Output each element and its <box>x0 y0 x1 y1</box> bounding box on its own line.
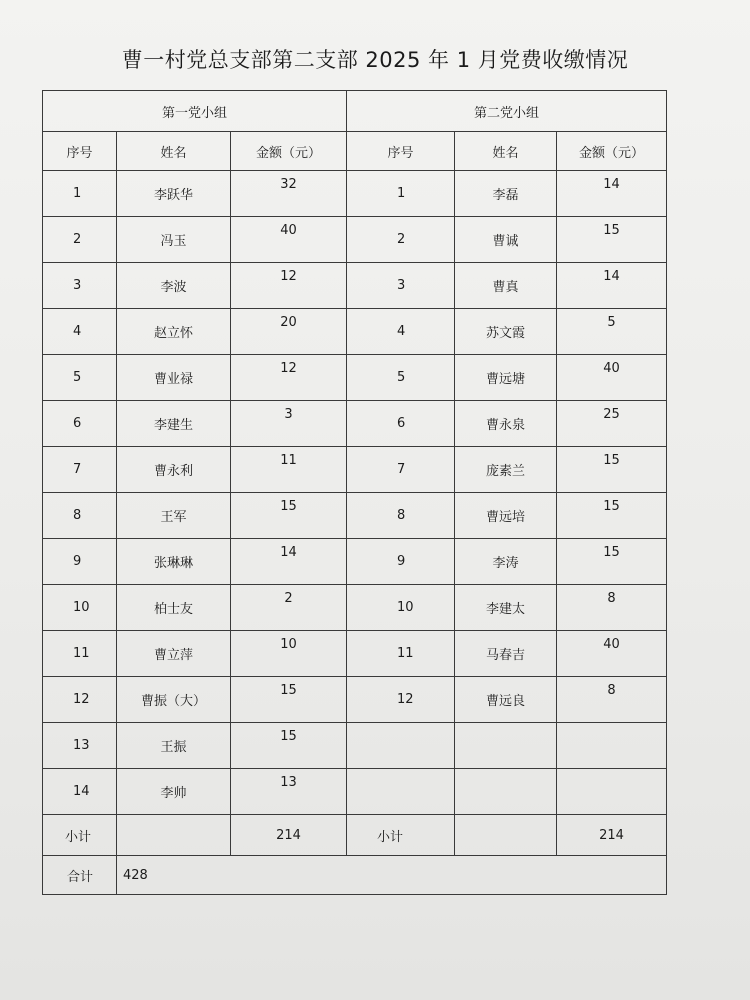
table-row <box>43 585 667 631</box>
left-amount-cell: 3 <box>231 401 347 447</box>
right-seq-cell: 6 <box>347 401 455 447</box>
subtotal-amount-left: 214 <box>231 815 347 856</box>
left-name-cell: 王军 <box>117 493 231 539</box>
left-amount-cell: 13 <box>231 769 347 815</box>
right-seq-cell: 4 <box>347 309 455 355</box>
left-seq-cell: 2 <box>43 217 117 263</box>
left-seq-cell: 1 <box>43 171 117 217</box>
left-name-cell: 张琳琳 <box>117 539 231 585</box>
left-name-cell: 李建生 <box>117 401 231 447</box>
right-seq-cell <box>347 769 455 815</box>
left-amount-cell: 15 <box>231 493 347 539</box>
subtotal-empty-right <box>455 815 557 856</box>
group-left-header: 第一党小组 <box>43 91 347 132</box>
table-row <box>43 171 667 217</box>
table-row <box>43 539 667 585</box>
left-amount-cell: 15 <box>231 723 347 769</box>
right-amount-cell: 40 <box>557 355 667 401</box>
table-row <box>43 769 667 815</box>
right-seq-cell: 9 <box>347 539 455 585</box>
right-name-cell: 李建太 <box>455 585 557 631</box>
col-seq-right: 序号 <box>347 132 455 171</box>
left-amount-cell: 32 <box>231 171 347 217</box>
right-name-cell: 曹远塘 <box>455 355 557 401</box>
table-row <box>43 217 667 263</box>
left-amount-cell: 15 <box>231 677 347 723</box>
left-seq-cell: 5 <box>43 355 117 401</box>
right-amount-cell: 15 <box>557 539 667 585</box>
col-name-left: 姓名 <box>117 132 231 171</box>
subtotal-label-left: 小计 <box>43 815 117 856</box>
right-name-cell: 马春吉 <box>455 631 557 677</box>
right-name-cell: 曹真 <box>455 263 557 309</box>
left-name-cell: 李帅 <box>117 769 231 815</box>
table-row <box>43 677 667 723</box>
left-name-cell: 曹立萍 <box>117 631 231 677</box>
right-seq-cell: 8 <box>347 493 455 539</box>
right-amount-cell: 25 <box>557 401 667 447</box>
col-amount-left: 金额（元） <box>231 132 347 171</box>
subtotal-row <box>43 815 667 856</box>
right-seq-cell: 2 <box>347 217 455 263</box>
left-name-cell: 李波 <box>117 263 231 309</box>
total-label: 合计 <box>43 856 117 895</box>
right-amount-cell <box>557 723 667 769</box>
left-amount-cell: 12 <box>231 355 347 401</box>
subtotal-amount-right: 214 <box>557 815 667 856</box>
left-name-cell: 赵立怀 <box>117 309 231 355</box>
right-name-cell: 曹永泉 <box>455 401 557 447</box>
right-amount-cell: 8 <box>557 585 667 631</box>
left-name-cell: 曹振（大） <box>117 677 231 723</box>
left-name-cell: 王振 <box>117 723 231 769</box>
left-seq-cell: 6 <box>43 401 117 447</box>
right-seq-cell: 12 <box>347 677 455 723</box>
right-amount-cell: 40 <box>557 631 667 677</box>
right-seq-cell: 11 <box>347 631 455 677</box>
right-amount-cell <box>557 769 667 815</box>
right-seq-cell: 1 <box>347 171 455 217</box>
table-row <box>43 723 667 769</box>
right-name-cell: 李磊 <box>455 171 557 217</box>
left-seq-cell: 11 <box>43 631 117 677</box>
left-seq-cell: 8 <box>43 493 117 539</box>
right-name-cell: 曹诚 <box>455 217 557 263</box>
left-amount-cell: 10 <box>231 631 347 677</box>
right-name-cell <box>455 723 557 769</box>
right-name-cell: 李涛 <box>455 539 557 585</box>
left-name-cell: 柏士友 <box>117 585 231 631</box>
column-header-row <box>43 132 667 171</box>
col-name-right: 姓名 <box>455 132 557 171</box>
right-name-cell: 庞素兰 <box>455 447 557 493</box>
page-title: 曹一村党总支部第二支部 2025 年 1 月党费收缴情况 <box>121 48 629 72</box>
left-amount-cell: 11 <box>231 447 347 493</box>
table-row <box>43 631 667 677</box>
table-row <box>43 447 667 493</box>
table-row <box>43 355 667 401</box>
left-seq-cell: 3 <box>43 263 117 309</box>
left-seq-cell: 12 <box>43 677 117 723</box>
left-amount-cell: 20 <box>231 309 347 355</box>
total-amount: 428 <box>117 856 667 895</box>
left-seq-cell: 13 <box>43 723 117 769</box>
left-seq-cell: 10 <box>43 585 117 631</box>
left-name-cell: 李跃华 <box>117 171 231 217</box>
table-row <box>43 493 667 539</box>
right-seq-cell <box>347 723 455 769</box>
left-name-cell: 冯玉 <box>117 217 231 263</box>
right-amount-cell: 8 <box>557 677 667 723</box>
fee-table <box>42 90 667 895</box>
right-amount-cell: 14 <box>557 171 667 217</box>
right-amount-cell: 5 <box>557 309 667 355</box>
left-seq-cell: 4 <box>43 309 117 355</box>
left-name-cell: 曹业禄 <box>117 355 231 401</box>
group-header-row <box>43 91 667 132</box>
right-name-cell: 曹远培 <box>455 493 557 539</box>
right-seq-cell: 5 <box>347 355 455 401</box>
table-row <box>43 309 667 355</box>
total-row <box>43 856 667 895</box>
left-amount-cell: 14 <box>231 539 347 585</box>
table-row <box>43 263 667 309</box>
right-amount-cell: 15 <box>557 217 667 263</box>
right-name-cell: 苏文霞 <box>455 309 557 355</box>
left-amount-cell: 40 <box>231 217 347 263</box>
subtotal-empty-left <box>117 815 231 856</box>
left-amount-cell: 2 <box>231 585 347 631</box>
col-seq-left: 序号 <box>43 132 117 171</box>
left-seq-cell: 7 <box>43 447 117 493</box>
right-amount-cell: 15 <box>557 447 667 493</box>
right-name-cell <box>455 769 557 815</box>
right-name-cell: 曹远良 <box>455 677 557 723</box>
left-seq-cell: 9 <box>43 539 117 585</box>
right-amount-cell: 15 <box>557 493 667 539</box>
right-seq-cell: 3 <box>347 263 455 309</box>
left-amount-cell: 12 <box>231 263 347 309</box>
left-name-cell: 曹永利 <box>117 447 231 493</box>
subtotal-label-right: 小计 <box>347 815 455 856</box>
right-seq-cell: 10 <box>347 585 455 631</box>
left-seq-cell: 14 <box>43 769 117 815</box>
right-amount-cell: 14 <box>557 263 667 309</box>
group-right-header: 第二党小组 <box>347 91 667 132</box>
col-amount-right: 金额（元） <box>557 132 667 171</box>
table-row <box>43 401 667 447</box>
right-seq-cell: 7 <box>347 447 455 493</box>
